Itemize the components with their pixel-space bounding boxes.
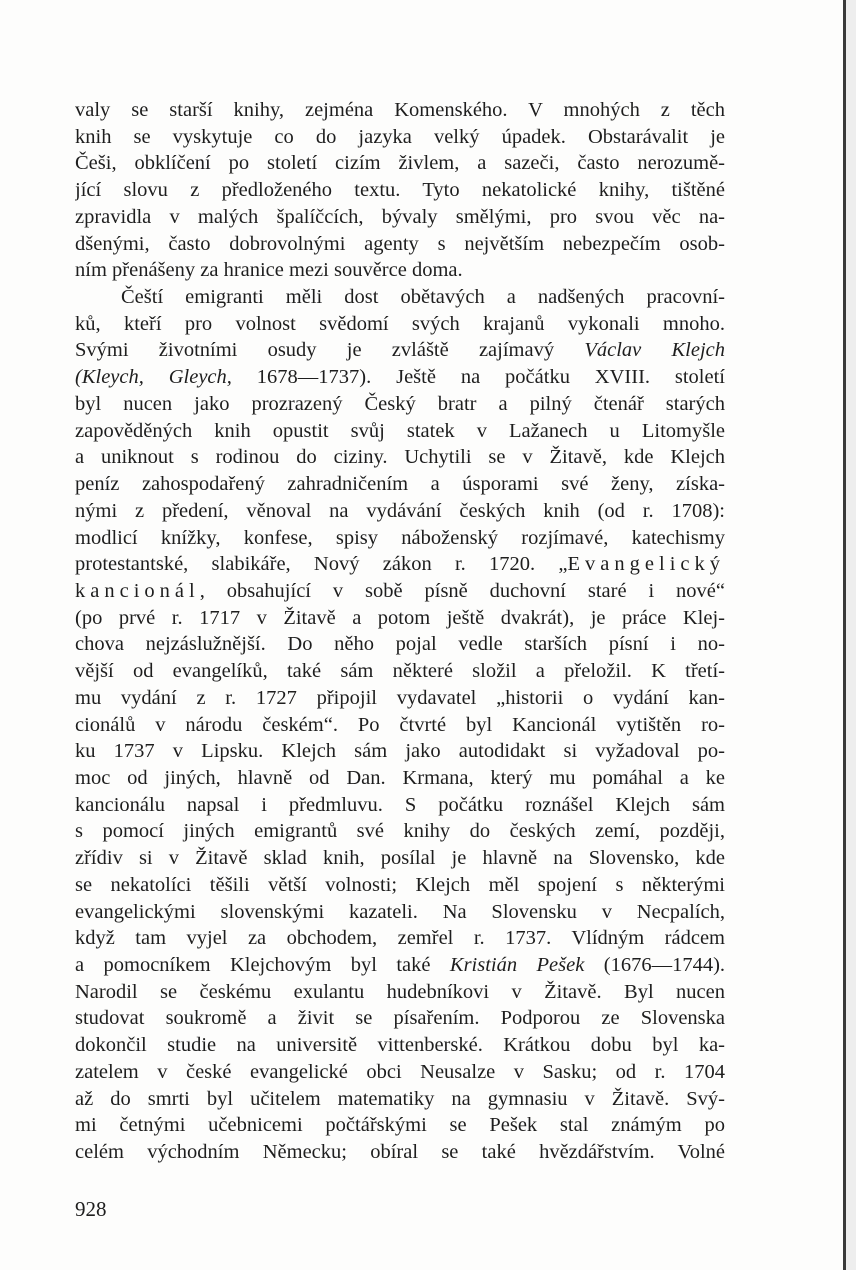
text-segment: mu vydání z r. 1727 připojil vydavatel „historii o vydání kan-: [75, 686, 725, 709]
text-segment: 1678—1737). Ještě na počátku XVIII. století: [231, 366, 725, 389]
text-segment: Narodil se českému exulantu hudebníkovi v Žitavě. Byl nucen: [75, 980, 725, 1003]
text-line: [75, 364, 725, 391]
text-line: [75, 177, 725, 204]
text-line: [75, 391, 725, 418]
text-line: [75, 738, 725, 765]
text-line: [75, 1032, 725, 1059]
text-segment: Svými životními osudy je zvláště zajímavý: [75, 339, 585, 362]
text-segment: knih se vyskytuje co do jazyka velký úpadek. Obstarávalit je: [75, 125, 725, 148]
text-segment: se nekatolíci těšili větší volnosti; Klejch měl spojení s některými: [75, 873, 725, 896]
spaced-title: Evangelický: [567, 553, 725, 576]
text-segment: dokončil studie na universitě vittenberské. Krátkou dobu byl ka-: [75, 1034, 725, 1057]
text-segment: zřídiv si v Žitavě sklad knih, posílal je hlavně na Slovensko, kde: [75, 847, 725, 870]
text-segment: ků, kteří pro volnost svědomí svých krajanů vykonali mnoho.: [75, 312, 725, 335]
text-segment: a pomocníkem Klejchovým byl také: [75, 954, 450, 976]
text-segment: a uniknout s rodinou do ciziny. Uchytili se v Žitavě, kde Klejch: [75, 446, 725, 469]
text-line: [75, 605, 725, 632]
text-line: [75, 792, 725, 819]
text-line: [75, 1112, 725, 1139]
text-line: [75, 498, 725, 525]
text-line: [75, 685, 725, 712]
text-line: [75, 1086, 725, 1113]
text-line: [75, 204, 725, 231]
text-line: [75, 818, 725, 845]
text-segment: Čeští emigranti měli dost obětavých a nadšených pracovní-: [121, 286, 725, 309]
text-segment: (1676—1744).: [584, 954, 725, 976]
text-line: [75, 551, 725, 578]
text-segment: protestantské, slabikáře, Nový zákon r. 1720. „: [75, 553, 568, 576]
text-line: [75, 124, 725, 151]
text-line: [75, 658, 725, 685]
text-segment: chova nejzáslužnější. Do něho pojal vedle starších písní i no-: [75, 633, 725, 656]
page-edge-shadow: [846, 0, 856, 1270]
text-line: [75, 712, 725, 739]
text-line: [75, 150, 725, 177]
spaced-title: kancionál: [75, 579, 200, 602]
text-segment: mi četnými učebnicemi počtářskými se Pešek stal známým po: [75, 1114, 725, 1137]
text-segment: zpravidla v malých špalíčcích, bývaly smělými, pro svou věc na-: [75, 205, 725, 228]
page-edge-line: [843, 0, 846, 1270]
text-segment: ním přenášeny za hranice mezi souvěrce doma.: [75, 259, 463, 282]
text-line: [75, 231, 725, 258]
text-segment: ku 1737 v Lipsku. Klejch sám jako autodidakt si vyžadoval po-: [75, 740, 725, 763]
text-segment: kancionálu napsal i předmluvu. S počátku roznášel Klejch sám: [75, 793, 725, 816]
text-segment: studovat soukromě a živit se písařením. Podporou ze Slovenska: [75, 1007, 725, 1030]
text-line: [75, 257, 725, 284]
text-line: [75, 311, 725, 338]
text-line: [75, 1005, 725, 1032]
text-line: [75, 418, 725, 445]
text-segment: jící slovu z předloženého textu. Tyto nekatolické knihy, tištěné: [75, 179, 725, 202]
text-segment: , obsahující v sobě písně duchovní staré i nové“: [199, 579, 725, 602]
text-segment: valy se starší knihy, zejména Komenského. V mnohých z těch: [75, 99, 725, 121]
text-line: [75, 925, 725, 952]
text-segment: když tam vyjel za obchodem, zemřel r. 1737. Vlídným rádcem: [75, 927, 725, 950]
text-line: [75, 444, 725, 471]
text-line: [75, 979, 725, 1006]
text-segment: s pomocí jiných emigrantů své knihy do českých zemí, později,: [75, 820, 725, 843]
text-line: [75, 578, 725, 605]
text-line: [75, 631, 725, 658]
italic-name: Kristián Pešek: [449, 954, 585, 976]
text-line: [75, 471, 725, 498]
body-text: [75, 97, 725, 1166]
page-number: 928: [75, 1197, 107, 1221]
text-segment: zatelem v české evangelické obci Neusalze v Sasku; od r. 1704: [75, 1060, 725, 1083]
text-segment: evangelickými slovenskými kazateli. Na Slovensku v Necpalích,: [75, 900, 725, 923]
text-segment: vější od evangelíků, také sám některé složil a přeložil. K třetí-: [75, 660, 725, 683]
text-segment: nými z předení, věnoval na vydávání českých knih (od r. 1708):: [75, 499, 725, 522]
text-segment: celém východním Německu; obíral se také hvězdářstvím. Volné: [75, 1141, 725, 1164]
italic-name: (Kleych, Gleych,: [75, 366, 232, 389]
text-segment: (po prvé r. 1717 v Žitavě a potom ještě dvakrát), je práce Klej-: [75, 606, 725, 629]
text-line: [75, 284, 725, 311]
text-line: [75, 1059, 725, 1086]
text-segment: byl nucen jako prozrazený Český bratr a pilný čtenář starých: [75, 392, 725, 415]
text-line: [75, 97, 725, 124]
text-line: [75, 337, 725, 364]
text-segment: cionálů v národu českém“. Po čtvrté byl Kancionál vytištěn ro-: [75, 713, 725, 736]
italic-name: Václav Klejch: [584, 339, 725, 362]
text-segment: modlicí knížky, konfese, spisy náboženský rozjímavé, katechismy: [75, 526, 725, 549]
text-line: [75, 1139, 725, 1166]
text-line: [75, 525, 725, 552]
text-line: [75, 765, 725, 792]
text-line: [75, 845, 725, 872]
text-segment: zapověděných knih opustit svůj statek v Lažanech u Litomyšle: [75, 419, 725, 442]
text-segment: až do smrti byl učitelem matematiky na gymnasiu v Žitavě. Svý-: [75, 1087, 725, 1110]
text-segment: peníz zahospodařený zahradničením a úsporami své ženy, získa-: [75, 473, 725, 496]
text-segment: Češi, obklíčení po století cizím živlem, a sazeči, často nerozumě-: [75, 152, 725, 175]
text-line: [75, 952, 725, 979]
text-line: [75, 872, 725, 899]
text-segment: dšenými, často dobrovolnými agenty s největším nebezpečím osob-: [75, 232, 725, 255]
text-segment: moc od jiných, hlavně od Dan. Krmana, který mu pomáhal a ke: [75, 766, 725, 789]
text-line: [75, 899, 725, 926]
